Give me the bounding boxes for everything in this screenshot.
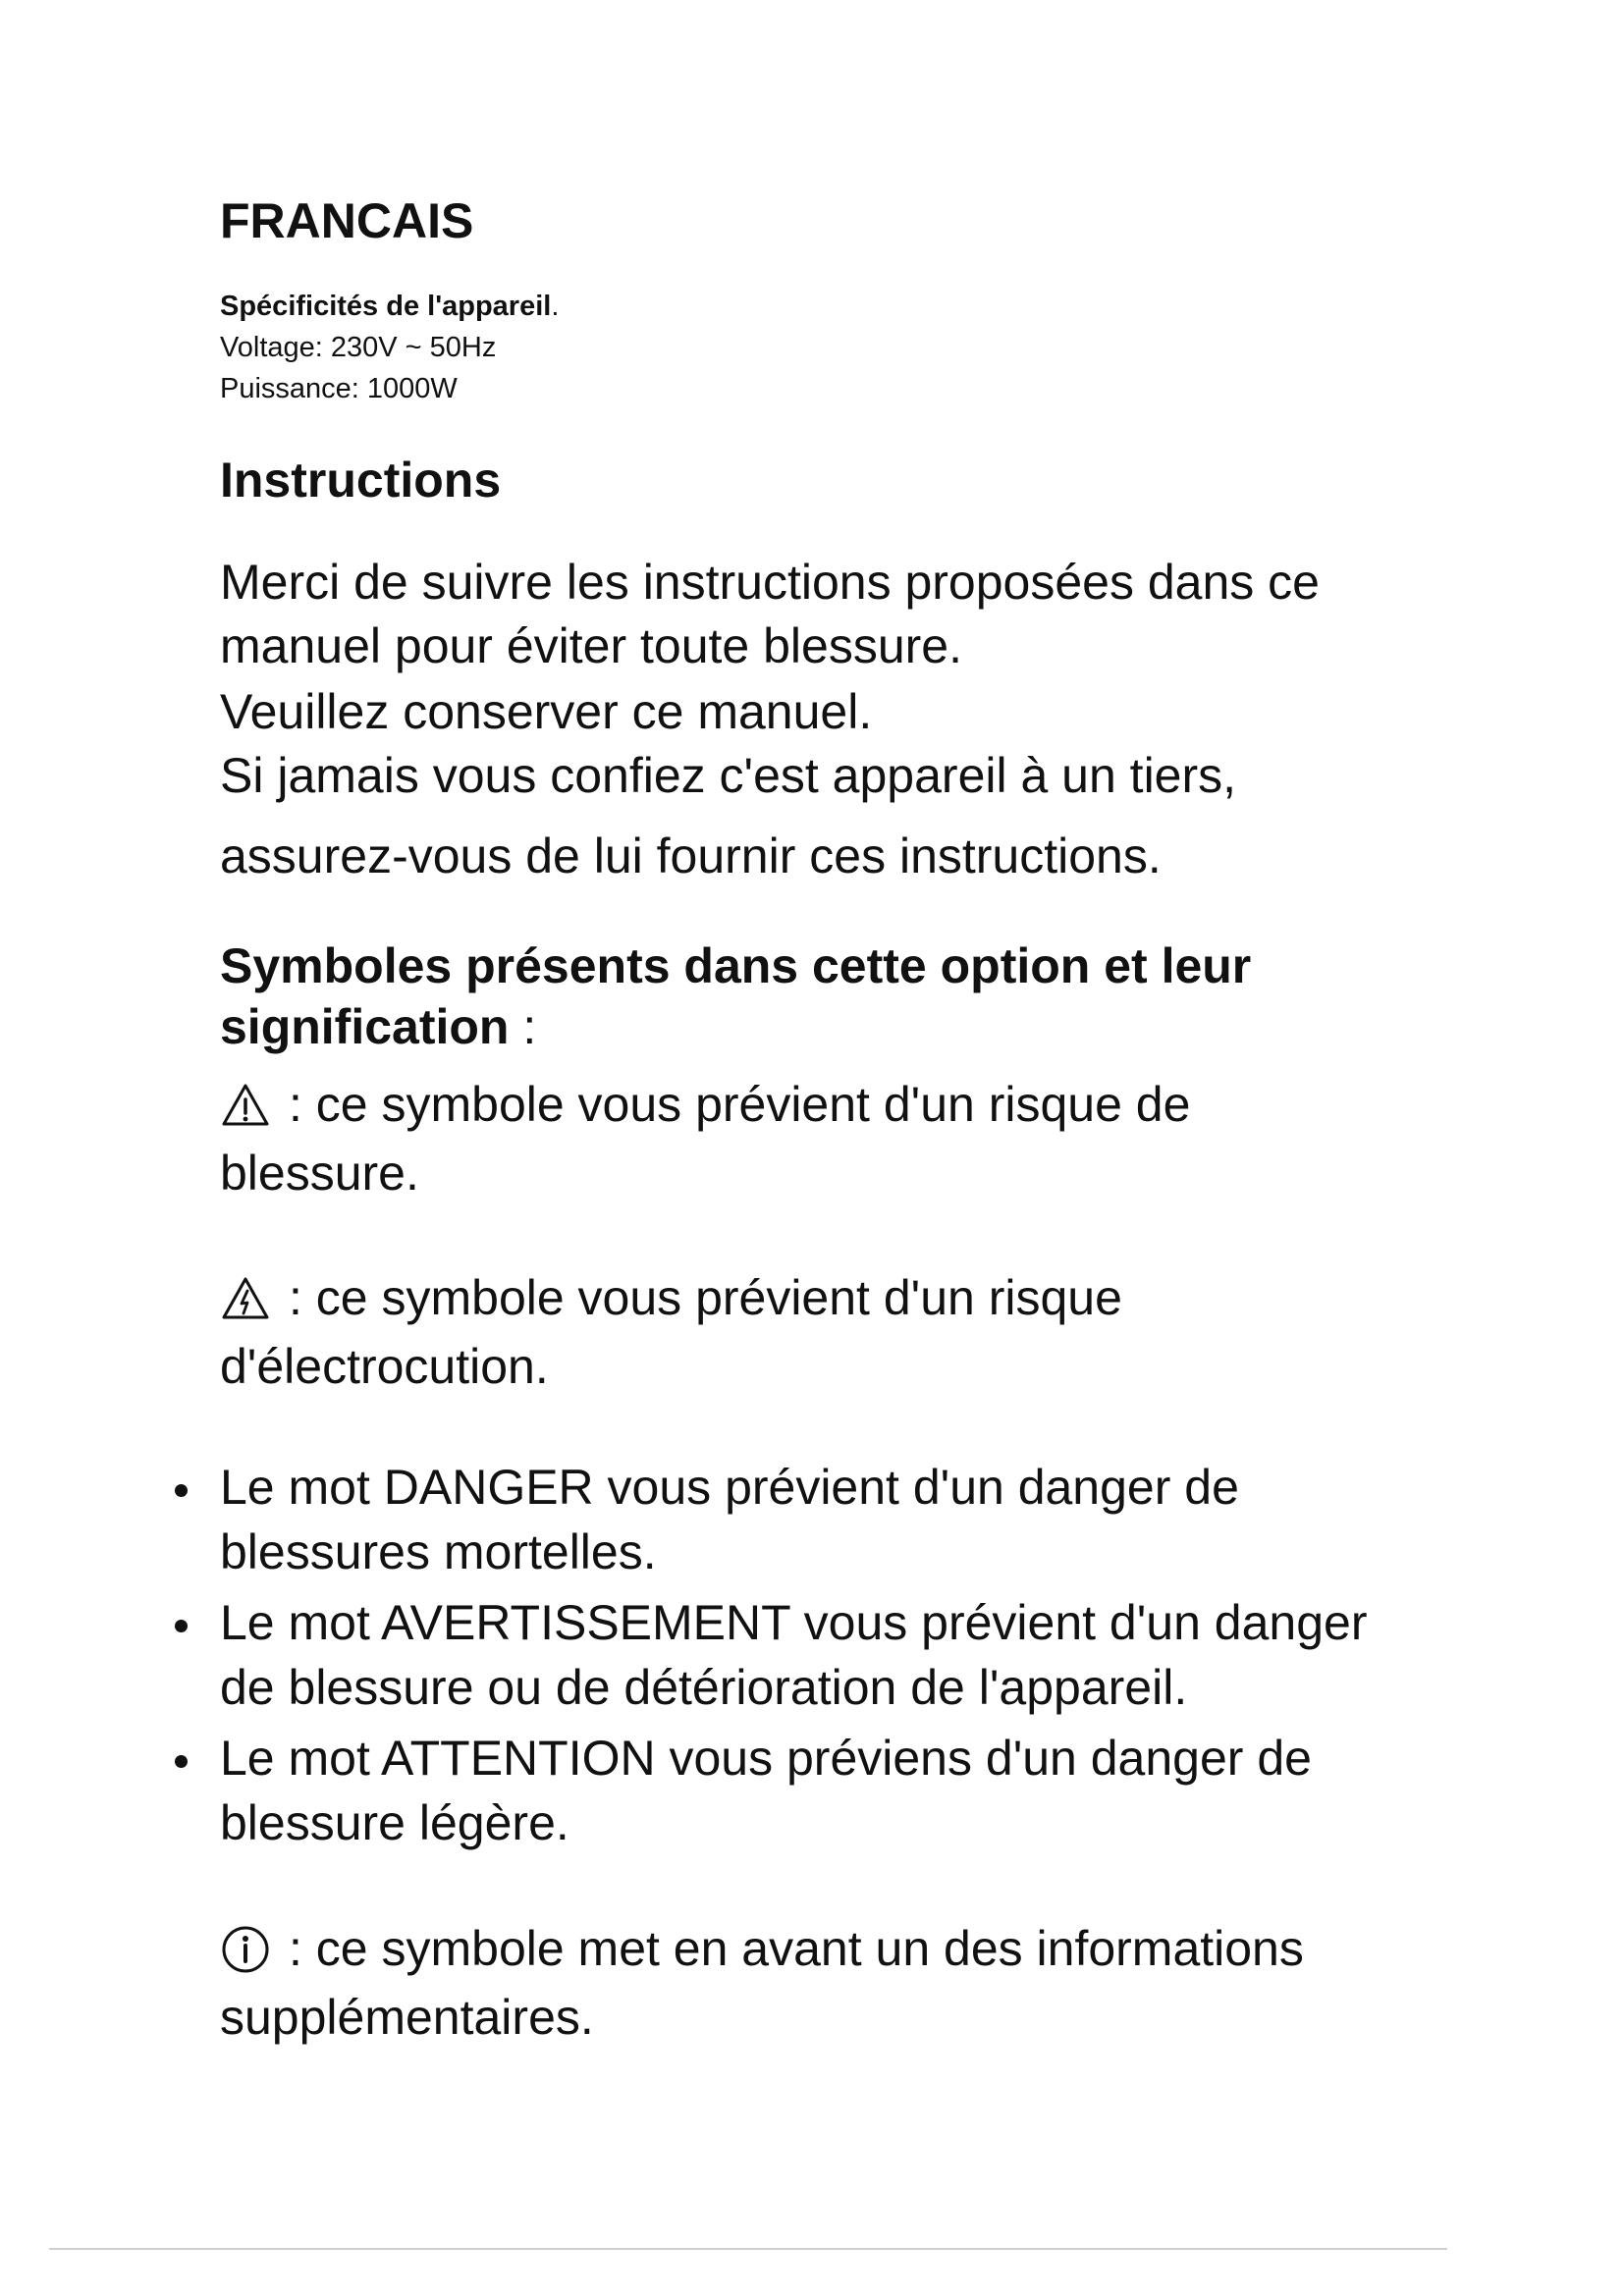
list-item — [220, 1590, 1457, 1720]
symbols-title: Symboles présents dans cette option et leur — [220, 938, 1252, 993]
electric-symbol-line — [220, 1266, 1122, 1330]
warning-symbol-line — [220, 1073, 1190, 1137]
list-item-line: de blessure ou de détérioration de l'appareil. — [220, 1660, 1188, 1715]
bullet-dot — [175, 1484, 188, 1497]
specs-title-suffix: . — [551, 291, 560, 322]
symbols-title-colon: : — [509, 999, 537, 1054]
info-symbol-line — [220, 1917, 1304, 1981]
page-title: FRANCAIS — [220, 193, 474, 248]
specs-title — [220, 291, 559, 323]
instructions-line: Merci de suivre les instructions proposées dans ce — [220, 555, 1320, 610]
bullet-dot — [175, 1620, 188, 1632]
instructions-line: Veuillez conserver ce manuel. — [220, 684, 873, 739]
specs-voltage: Voltage: 230V ~ 50Hz — [220, 332, 497, 363]
instructions-line: Si jamais vous confiez c'est appareil à un tiers, — [220, 748, 1237, 803]
info-circle-icon — [220, 1924, 271, 1975]
warning-symbol-text-cont: blessure. — [220, 1146, 419, 1201]
specs-title-text: Spécificités de l'appareil — [220, 291, 552, 322]
instructions-line: manuel pour éviter toute blessure. — [220, 618, 962, 673]
symbols-title-line2 — [220, 998, 536, 1055]
list-item — [220, 1455, 1457, 1584]
instructions-line: assurez-vous de lui fournir ces instructions. — [220, 828, 1162, 883]
signal-words-list — [220, 1455, 1457, 1855]
list-item-line: blessures mortelles. — [220, 1524, 657, 1579]
warning-triangle-icon — [220, 1080, 271, 1131]
electric-warning-triangle-icon — [220, 1273, 271, 1324]
symbols-title-bold: signification — [220, 999, 510, 1054]
list-item-line: Le mot ATTENTION vous préviens d'un danger de — [220, 1731, 1312, 1786]
info-symbol-text: : ce symbole met en avant un des informations — [289, 1921, 1304, 1976]
list-item-line: blessure légère. — [220, 1795, 569, 1850]
list-item-line: Le mot DANGER vous prévient d'un danger de — [220, 1460, 1239, 1515]
bullet-dot — [175, 1755, 188, 1768]
electric-symbol-text-cont: d'électrocution. — [220, 1339, 549, 1394]
instructions-title: Instructions — [220, 453, 502, 507]
list-item — [220, 1726, 1457, 1855]
electric-symbol-text: : ce symbole vous prévient d'un risque — [289, 1270, 1122, 1325]
info-symbol-text-cont: supplémentaires. — [220, 1990, 594, 2045]
specs-power: Puissance: 1000W — [220, 373, 458, 404]
list-item-line: Le mot AVERTISSEMENT vous prévient d'un danger — [220, 1595, 1368, 1650]
warning-symbol-text: : ce symbole vous prévient d'un risque de — [289, 1077, 1191, 1132]
footer-divider — [49, 2248, 1447, 2250]
